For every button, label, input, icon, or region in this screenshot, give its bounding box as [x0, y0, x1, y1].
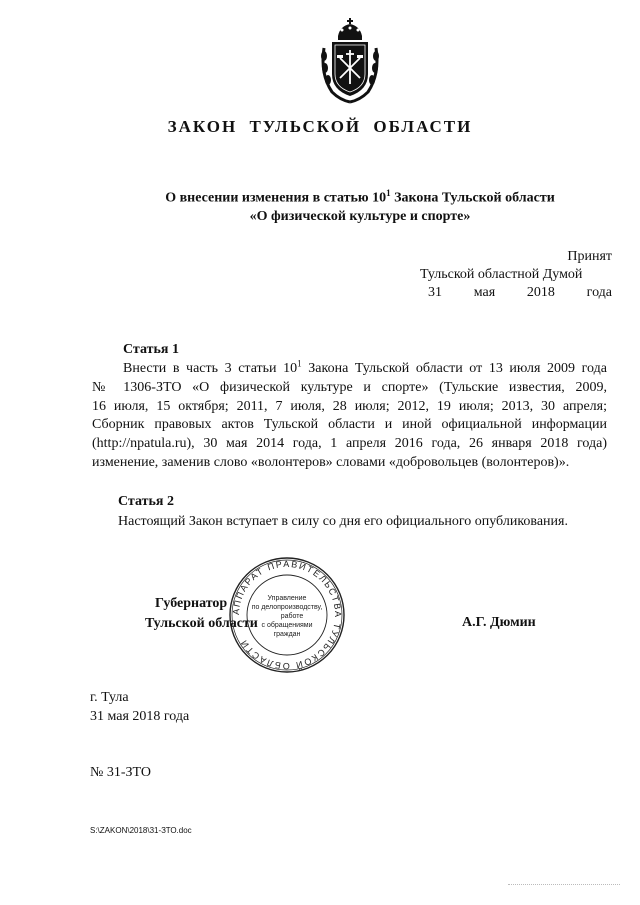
signatory-position-line1: Губернатор	[155, 596, 228, 611]
article1-line3: 16 июля, 15 октября; 2011, 7 июля, 28 июля; 2012, 19 июля; 2013, 30 апреля;	[92, 398, 607, 414]
adopted-day: 31	[428, 285, 442, 300]
signatory-position	[145, 594, 258, 634]
article1-line6: изменение, заменив слово «волонтеров» словами «добровольцев (волонтеров)».	[92, 454, 570, 470]
article2-heading: Статья 2	[118, 494, 174, 509]
adopted-year: 2018	[526, 285, 555, 300]
footer-divider	[508, 884, 620, 885]
stamp-ring-text: АППАРАТ ПРАВИТЕЛЬСТВА ТУЛЬСКОЙ ОБЛАСТИ	[230, 558, 344, 672]
subtitle-line1-end: Закона Тульской области	[390, 190, 555, 206]
subtitle-line1-start: О внесении изменения в статью 10	[165, 190, 387, 206]
law-subtitle-line1	[0, 188, 640, 207]
adopted-date	[420, 284, 612, 302]
article1-line5: (http://npatula.ru), 30 мая 2014 года, 1 апреля 2016 года, 26 января 2018 года)	[92, 436, 607, 452]
article1-line1-end: Закона Тульской области от 13 июля 2009 года	[301, 361, 607, 376]
stamp-line1: Управление	[267, 595, 307, 602]
tula-region-coat-of-arms-icon	[318, 18, 382, 104]
law-number: № 31-ЗТО	[90, 765, 152, 780]
adopted-label: Принят	[567, 249, 612, 264]
article1-line2: № 1306-ЗТО «О физической культуре и спорте» (Тульские известия, 2009,	[92, 379, 607, 395]
article1-line1-start: Внести в часть 3 статьи 10	[123, 361, 298, 376]
subtitle-superscript: 1	[386, 188, 391, 198]
article1-superscript: 1	[297, 358, 302, 369]
article1-body	[92, 360, 607, 473]
crown-icon	[338, 18, 362, 40]
signing-date: 31 мая 2018 года	[90, 709, 190, 724]
adopted-by: Тульской областной Думой	[420, 267, 583, 282]
signatory-name: А.Г. Дюмин	[462, 615, 536, 630]
law-title: ЗАКОН ТУЛЬСКОЙ ОБЛАСТИ	[167, 117, 473, 136]
article1-line4: Сборник правовых актов Тульской области и иной официальной информации	[92, 417, 607, 433]
adopted-month: мая	[473, 285, 496, 300]
adoption-block	[420, 248, 612, 302]
stamp-line5: граждан	[273, 631, 301, 638]
stamp-line3: работе	[280, 613, 304, 620]
adopted-year-word: года	[586, 285, 612, 300]
signatory-position-line2: Тульской области	[145, 616, 258, 631]
article1-line1	[92, 360, 607, 379]
article2-text: Настоящий Закон вступает в силу со дня его официального опубликования.	[118, 514, 568, 529]
place: г. Тула	[90, 690, 129, 705]
stamp-line2: по делопроизводству,	[251, 604, 323, 611]
file-path: S:\ZAKON\2018\31-ЗТО.doc	[90, 826, 192, 835]
stamp-line4: с обращениями	[261, 622, 313, 629]
law-subtitle-line2: «О физической культуре и спорте»	[249, 209, 471, 224]
article1-heading: Статья 1	[123, 342, 179, 357]
coat-of-arms-emblem	[318, 18, 382, 104]
